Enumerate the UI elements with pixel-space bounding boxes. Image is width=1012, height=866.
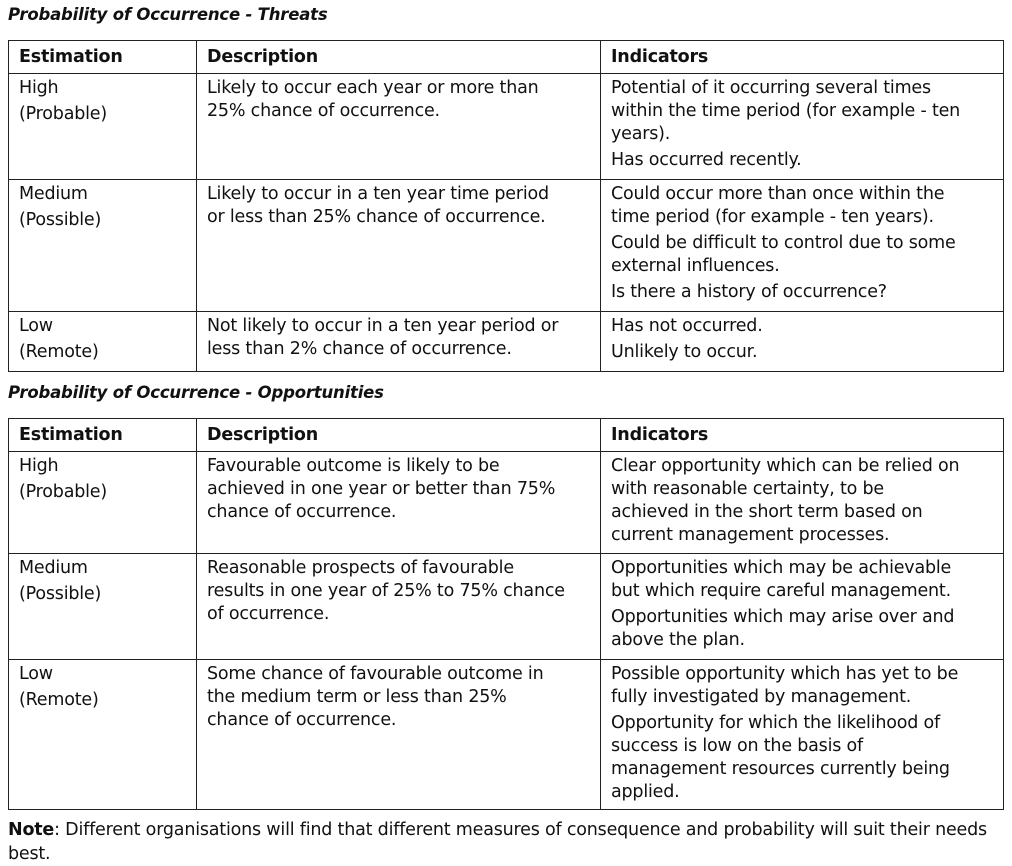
threats-table [8, 40, 1004, 372]
opportunities-title: Probability of Occurrence - Opportunities [8, 383, 384, 402]
table-row [9, 312, 1004, 372]
cell-text-line: Medium [19, 558, 88, 578]
table-row [9, 452, 1004, 554]
header-indicators: Indicators [601, 419, 1004, 452]
cell-text-line: Opportunity for which the likelihood of [611, 713, 940, 733]
description-cell [197, 74, 601, 180]
cell-text-line: achieved in the short term based on [611, 502, 923, 522]
table-row [9, 180, 1004, 312]
cell-text-line: High [19, 456, 59, 476]
cell-text-line: external influences. [611, 256, 780, 276]
estimation-cell [9, 452, 197, 554]
cell-text-line: 25% chance of occurrence. [207, 101, 440, 121]
cell-text-line: Likely to occur in a ten year time period [207, 184, 549, 204]
cell-text-line: but which require careful management. [611, 581, 951, 601]
header-description: Description [197, 419, 601, 452]
estimation-cell [9, 180, 197, 312]
description-cell [197, 554, 601, 660]
cell-text-line: (Remote) [19, 342, 99, 362]
cell-text-line: time period (for example - ten years). [611, 207, 934, 227]
cell-text-line: results in one year of 25% to 75% chance [207, 581, 565, 601]
indicators-cell [601, 660, 1004, 810]
cell-text-line: of occurrence. [207, 604, 330, 624]
cell-text-line: fully investigated by management. [611, 687, 912, 707]
indicators-cell [601, 452, 1004, 554]
opportunities-body [9, 452, 1004, 810]
estimation-cell [9, 660, 197, 810]
estimation-cell [9, 312, 197, 372]
indicators-cell [601, 312, 1004, 372]
cell-text-line: Has not occurred. [611, 316, 763, 336]
opportunities-header-row [9, 419, 1004, 452]
cell-text-line: Clear opportunity which can be relied on [611, 456, 960, 476]
cell-text-line: Has occurred recently. [611, 150, 802, 170]
cell-text-line: Opportunities which may arise over and [611, 607, 955, 627]
note-text: : Different organisations will find that different measures of consequence and probability will suit their needs best. [8, 820, 987, 864]
estimation-cell [9, 74, 197, 180]
table-row [9, 554, 1004, 660]
opportunities-table [8, 418, 1004, 810]
table-row [9, 660, 1004, 810]
cell-text-line: chance of occurrence. [207, 502, 397, 522]
cell-text-line: above the plan. [611, 630, 745, 650]
description-cell [197, 312, 601, 372]
description-cell [197, 660, 601, 810]
cell-text-line: chance of occurrence. [207, 710, 397, 730]
cell-text-line: the medium term or less than 25% [207, 687, 507, 707]
cell-text-line: or less than 25% chance of occurrence. [207, 207, 546, 227]
cell-text-line: (Possible) [19, 210, 102, 230]
cell-text-line: (Possible) [19, 584, 102, 604]
indicators-cell [601, 74, 1004, 180]
cell-text-line: Is there a history of occurrence? [611, 282, 887, 302]
header-estimation: Estimation [9, 41, 197, 74]
cell-text-line: success is low on the basis of [611, 736, 864, 756]
cell-text-line: Not likely to occur in a ten year period or [207, 316, 559, 336]
cell-text-line: Opportunities which may be achievable [611, 558, 952, 578]
cell-text-line: Favourable outcome is likely to be [207, 456, 500, 476]
header-estimation: Estimation [9, 419, 197, 452]
cell-text-line: Unlikely to occur. [611, 342, 758, 362]
cell-text-line: within the time period (for example - ten [611, 101, 961, 121]
cell-text-line: Likely to occur each year or more than [207, 78, 539, 98]
cell-text-line: Medium [19, 184, 88, 204]
description-cell [197, 452, 601, 554]
estimation-cell [9, 554, 197, 660]
cell-text-line: Could occur more than once within the [611, 184, 945, 204]
indicators-cell [601, 180, 1004, 312]
cell-text-line: with reasonable certainty, to be [611, 479, 885, 499]
cell-text-line: (Remote) [19, 690, 99, 710]
cell-text-line: years). [611, 124, 671, 144]
indicators-cell [601, 554, 1004, 660]
cell-text-line: achieved in one year or better than 75% [207, 479, 556, 499]
cell-text-line: less than 2% chance of occurrence. [207, 339, 512, 359]
cell-text-line: Potential of it occurring several times [611, 78, 931, 98]
cell-text-line: Could be difficult to control due to some [611, 233, 956, 253]
cell-text-line: High [19, 78, 59, 98]
cell-text-line: Low [19, 316, 53, 336]
cell-text-line: Possible opportunity which has yet to be [611, 664, 959, 684]
cell-text-line: Reasonable prospects of favourable [207, 558, 514, 578]
table-row [9, 74, 1004, 180]
threats-header-row [9, 41, 1004, 74]
cell-text-line: Low [19, 664, 53, 684]
cell-text-line: (Probable) [19, 104, 107, 124]
header-description: Description [197, 41, 601, 74]
threats-title: Probability of Occurrence - Threats [8, 5, 328, 24]
description-cell [197, 180, 601, 312]
header-indicators: Indicators [601, 41, 1004, 74]
cell-text-line: Some chance of favourable outcome in [207, 664, 544, 684]
note [8, 818, 998, 866]
cell-text-line: management resources currently being [611, 759, 950, 779]
note-label: Note [8, 820, 55, 840]
cell-text-line: current management processes. [611, 525, 890, 545]
threats-body [9, 74, 1004, 372]
cell-text-line: (Probable) [19, 482, 107, 502]
cell-text-line: applied. [611, 782, 680, 802]
